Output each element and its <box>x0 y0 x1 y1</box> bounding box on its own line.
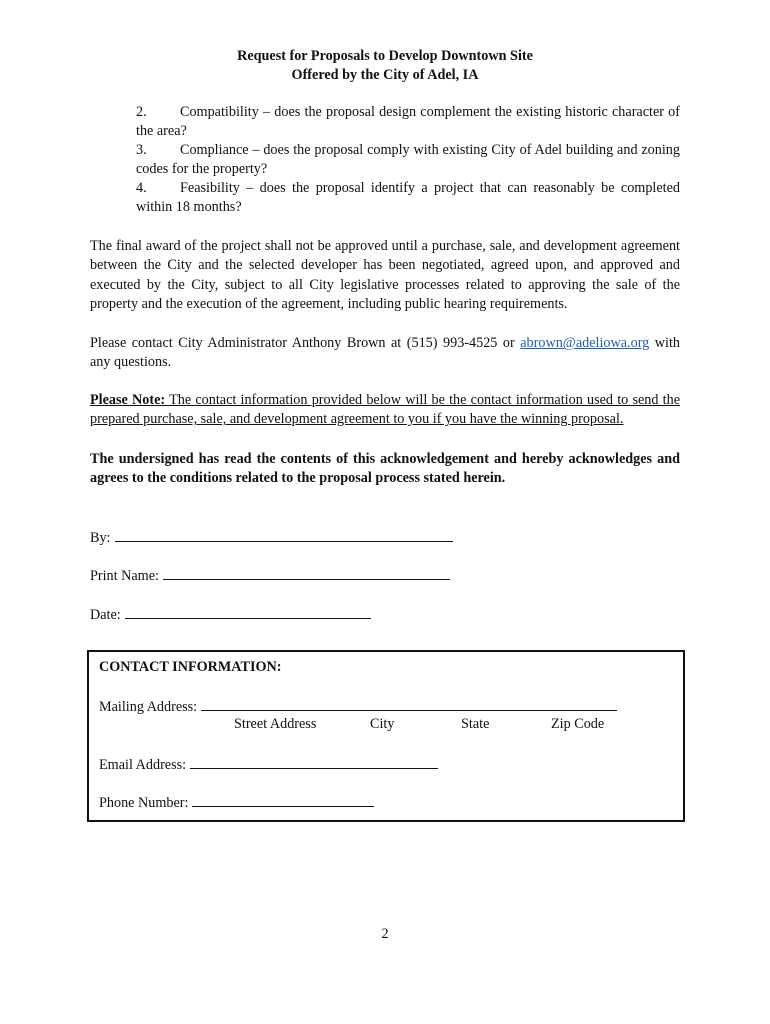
criteria-item-3: 3. Compliance – does the proposal comply with existing City of Adel building and zoning codes for the property? <box>136 142 680 177</box>
state-caption: State <box>461 716 490 732</box>
document-title-line-1: Request for Proposals to Develop Downtown Site <box>237 48 533 64</box>
phone-number-field: Phone Number: <box>99 792 374 812</box>
print-name-line[interactable] <box>163 565 450 580</box>
email-address-line[interactable] <box>190 754 438 769</box>
criteria-item-4: 4. Feasibility – does the proposal identify a project that can reasonably be completed within 18 months? <box>136 180 680 215</box>
by-signature-line[interactable] <box>115 527 453 542</box>
please-note-label: Please Note: <box>90 392 166 408</box>
date-line[interactable] <box>125 604 371 619</box>
contact-paragraph: Please contact City Administrator Anthony Brown at (515) 993-4525 or abrown@adeliowa.org with any questions. <box>90 335 680 371</box>
award-paragraph: The final award of the project shall not be approved until a purchase, sale, and development agreement between the City and the selected developer has been negotiated, agreed upon, and approved and executed by the City, subject to all City legislative processes related to approving the sale of the property and the execution of the agreement, including public hearing requirements. <box>90 238 680 313</box>
email-address-field: Email Address: <box>99 754 438 774</box>
criteria-item-2: 2. Compatibility – does the proposal design complement the existing historic character of the area? <box>136 104 680 139</box>
contact-information-box <box>87 650 685 822</box>
by-field: By: <box>90 527 453 548</box>
date-field: Date: <box>90 604 371 625</box>
criteria-list <box>136 103 680 217</box>
zip-code-caption: Zip Code <box>551 716 605 732</box>
mailing-address-field: Mailing Address: <box>99 696 617 716</box>
please-note-paragraph: Please Note: The contact information provided below will be the contact information used to send the prepared purchase, sale, and development agreement to you if you have the winning proposal. <box>90 392 681 428</box>
print-name-field: Print Name: <box>90 565 450 586</box>
mailing-address-line[interactable] <box>201 696 617 711</box>
document-title-line-2: Offered by the City of Adel, IA <box>291 67 479 83</box>
acknowledgement-paragraph: The undersigned has read the contents of this acknowledgement and hereby acknowledges and agrees to the conditions related to the proposal process stated herein. <box>90 451 680 487</box>
city-caption: City <box>370 716 395 732</box>
street-address-caption: Street Address <box>234 716 317 732</box>
phone-number-line[interactable] <box>192 792 374 807</box>
email-link[interactable]: abrown@adeliowa.org <box>520 335 650 351</box>
contact-information-heading: CONTACT INFORMATION: <box>99 659 282 675</box>
page-number: 2 <box>381 926 389 942</box>
